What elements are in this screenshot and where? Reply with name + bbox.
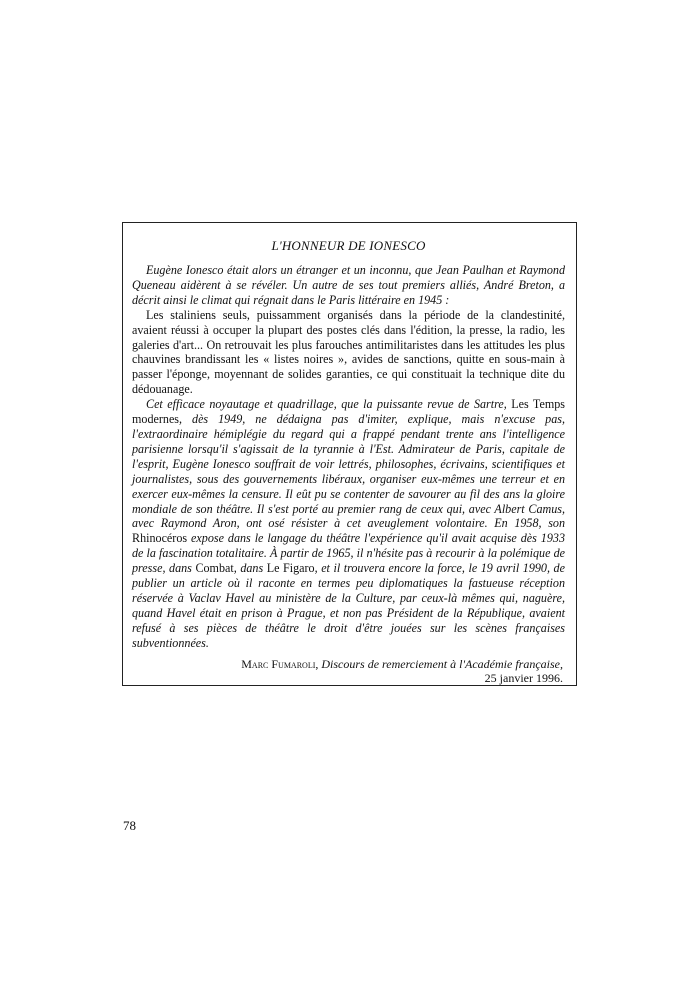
signature-author: Marc Fumaroli, [241,656,319,671]
main-paragraph-segment: , et il trouvera encore la force, le 19 avril 1990, de publier un article où il raconte en termes peu diplomatiques la fastueuse réception réservée à Vaclav Havel au ministère de la Culture, par ceux-là mêmes qui, naguère, quand Havel était en prison à Prague, et non pas Président de la République, avaient refusé à ses pièces de théâtre le droit d'être jouées sur les scènes françaises subventionnées. [132,561,565,650]
signature-line [132,657,563,672]
main-paragraph-segment: Cet efficace noyautage et quadrillage, que la puissante revue de Sartre, [146,397,512,412]
main-paragraph-segment: Le Figaro [266,561,315,576]
signature-date: 25 janvier 1996. [484,671,563,686]
intro-paragraph: Eugène Ionesco était alors un étranger et un inconnu, que Jean Paulhan et Raymond Queneau aidèrent à se révéler. Un autre de ses tout premiers alliés, André Breton, a décrit ainsi le climat qui régnait dans le Paris littéraire en 1945 : [132,263,565,307]
main-paragraph-segment: expose dans le langage du théâtre l'expérience qu'il avait acquise dès 1933 de la fascination totalitaire. À partir de 1965, il n'hésite pas à recourir à la polémique de presse, dans [132,531,565,576]
page-number: 78 [123,818,136,833]
main-paragraph [132,397,565,650]
signature-work: Discours de remerciement à l'Académie française, [321,656,563,671]
main-paragraph-segment: Combat [195,561,234,576]
box-title: L'HONNEUR DE IONESCO [271,238,426,253]
main-paragraph-segment: , dès 1949, ne dédaigna pas d'imiter, explique, mais n'excuse pas, l'extraordinaire hémiplégie du regard qui a frappé pendant trente ans l'intelligence parisienne lorsqu'il s'agissait de la tyrannie à l'Est. Admirateur de Paris, capitale de l'esprit, Eugène Ionesco souffrait de voir lettrés, philosophes, écrivains, scientifiques et journalistes, sous des gouvernements libéraux, organiser eux-mêmes une terreur et en exercer eux-mêmes la censure. Il eût pu se contenter de savourer au fil des ans la gloire mondiale de son théâtre. Il s'est porté au premier rang de ceux qui, avec Albert Camus, avec Raymond Aron, ont osé résister à cet aveuglement volontaire. En 1958, son [132,412,565,531]
breton-quote-paragraph: Les staliniens seuls, puissamment organisés dans la période de la clandestinité, avaient réussi à occuper la plupart des postes clés dans l'édition, la presse, la radio, les galeries d'art... On retrouvait les plus farouches antimilitaristes dans les attitudes les plus chauvines brandissant les « listes noires », avides de sanctions, quitte en sous-main à passer l'éponge, moyennant de solides garanties, ce qui constituait la technique dite du dédouanage. [132,307,565,397]
text-box-content [132,238,565,686]
main-paragraph-segment: Les Temps modernes [132,397,565,427]
main-paragraph-segment: , dans [233,561,267,576]
main-paragraph-segment: Rhinocéros [132,531,188,546]
signature [132,657,565,686]
